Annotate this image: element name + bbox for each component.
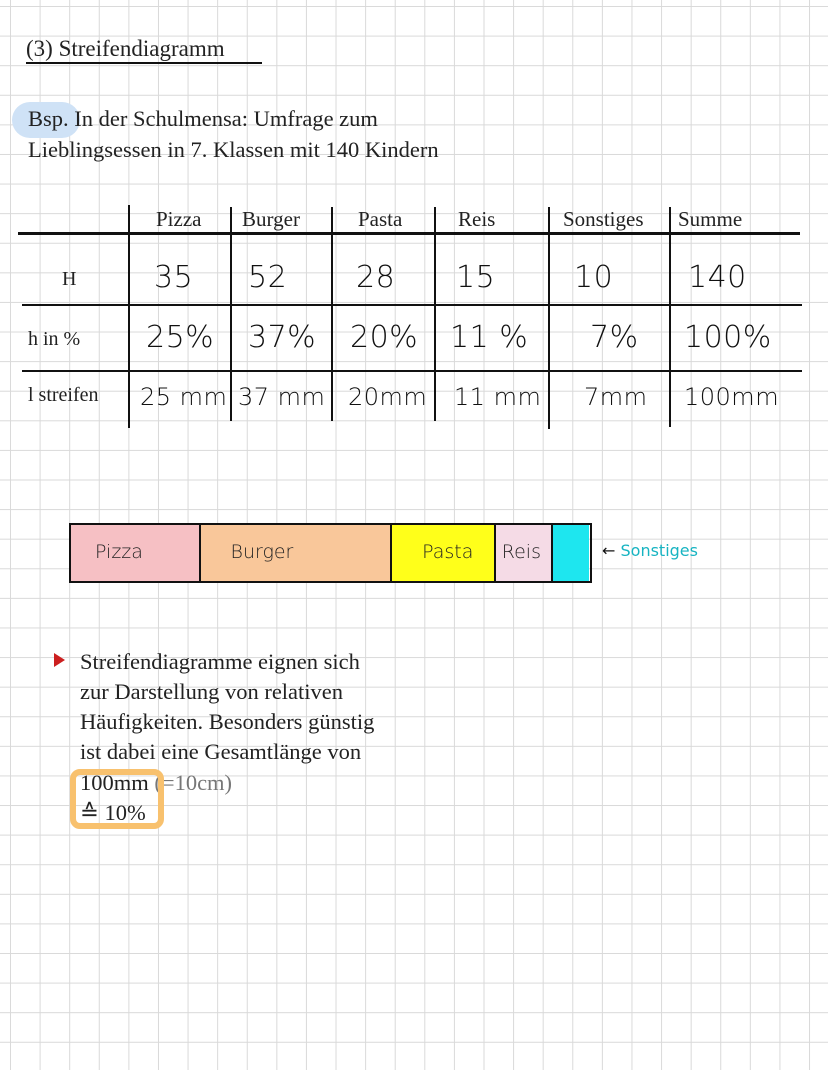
strip-chart bbox=[69, 523, 592, 583]
table-cell: 100% bbox=[684, 320, 772, 355]
row-label-H: H bbox=[62, 268, 77, 290]
table-cell: 7mm bbox=[584, 383, 648, 411]
strip-segment-reis bbox=[496, 525, 553, 581]
table-cell: 25 mm bbox=[140, 383, 228, 411]
sonstiges-annotation bbox=[602, 541, 698, 560]
strip-label-reis: Reis bbox=[501, 541, 541, 563]
strip-segment-burger bbox=[201, 525, 393, 581]
table-cell: 11 mm bbox=[454, 383, 542, 411]
intro-line-2: Lieblingsessen in 7. Klassen mit 140 Kindern bbox=[28, 137, 439, 162]
note-line-2: zur Darstellung von relativen bbox=[80, 679, 344, 704]
strip-label-pizza: Pizza bbox=[95, 541, 143, 563]
note-line-1: Streifendiagramme eignen sich bbox=[80, 649, 360, 674]
table-column-line bbox=[128, 205, 130, 428]
table-cell: 25% bbox=[146, 320, 215, 355]
header-reis: Reis bbox=[458, 207, 496, 231]
strip-segment-sonstiges bbox=[553, 525, 589, 581]
table-column-line bbox=[434, 207, 436, 421]
table-column-line bbox=[669, 207, 671, 427]
arrow-left-icon: ← bbox=[602, 541, 616, 560]
table-column-line bbox=[230, 207, 232, 421]
strip-label-burger: Burger bbox=[230, 541, 294, 563]
strip-segment-pizza bbox=[71, 525, 201, 581]
header-burger: Burger bbox=[242, 207, 300, 231]
table-row-line bbox=[22, 370, 802, 372]
page-title: (3) Streifendiagramm bbox=[26, 36, 225, 61]
table-row-line bbox=[22, 304, 802, 306]
sonstiges-label: Sonstiges bbox=[620, 541, 698, 560]
table-header-line bbox=[18, 232, 800, 235]
row-label-h-percent: h in % bbox=[28, 328, 81, 350]
triangle-bullet-icon bbox=[54, 653, 65, 667]
table-cell: 15 bbox=[456, 260, 496, 295]
table-column-line bbox=[331, 207, 333, 421]
header-pizza: Pizza bbox=[156, 207, 202, 231]
title-underline bbox=[26, 62, 262, 64]
table-cell: 20mm bbox=[348, 383, 428, 411]
note-10cm: (=10cm) bbox=[154, 770, 233, 795]
note-line-3: Häufigkeiten. Besonders günstig bbox=[80, 709, 375, 734]
note-line-4: ist dabei eine Gesamtlänge von bbox=[80, 739, 362, 764]
table-column-line bbox=[548, 207, 550, 429]
note-100mm: 100mm bbox=[80, 770, 149, 795]
table-cell: 37% bbox=[248, 320, 317, 355]
header-sonstiges: Sonstiges bbox=[563, 207, 644, 231]
header-summe: Summe bbox=[678, 207, 743, 231]
strip-segment-pasta bbox=[392, 525, 496, 581]
highlight-box bbox=[70, 769, 164, 829]
table-cell: 140 bbox=[688, 260, 747, 295]
table-cell: 7% bbox=[590, 320, 639, 355]
table-cell: 52 bbox=[248, 260, 288, 295]
header-pasta: Pasta bbox=[358, 207, 403, 231]
table-cell: 37 mm bbox=[238, 383, 326, 411]
table-cell: 10 bbox=[574, 260, 614, 295]
table-cell: 28 bbox=[356, 260, 396, 295]
intro-line-1: Bsp. In der Schulmensa: Umfrage zum bbox=[28, 106, 378, 131]
strip-label-pasta: Pasta bbox=[422, 541, 474, 563]
table-cell: 100mm bbox=[684, 383, 780, 411]
table-cell: 11 % bbox=[450, 320, 529, 355]
table-cell: 35 bbox=[154, 260, 194, 295]
row-label-l-streifen: l streifen bbox=[28, 384, 99, 406]
note-line-6: ≙ 10% bbox=[80, 800, 146, 825]
table-cell: 20% bbox=[350, 320, 419, 355]
